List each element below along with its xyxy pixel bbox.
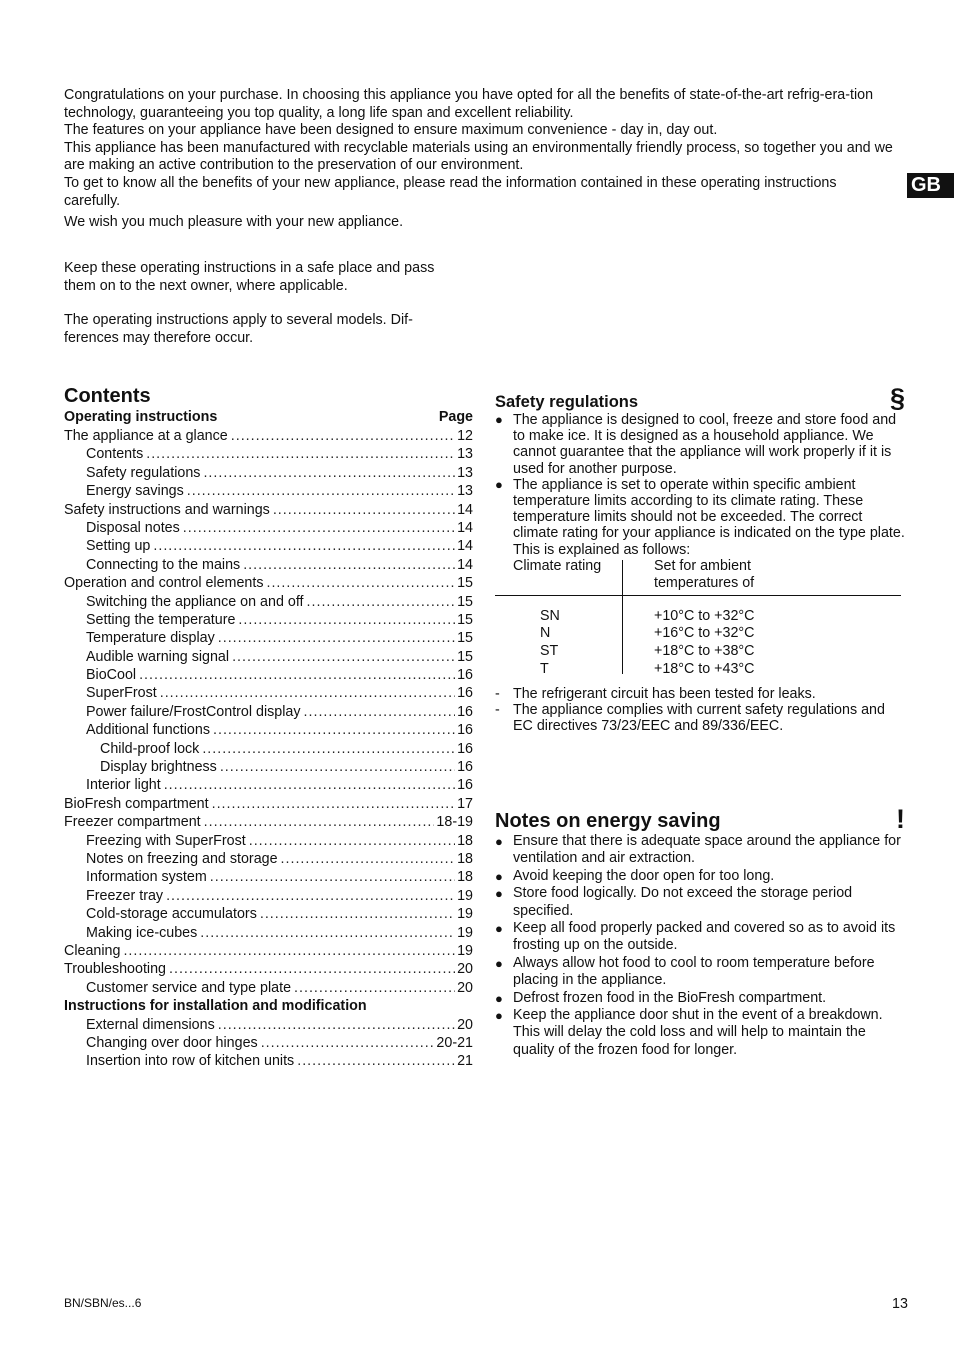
table-divider bbox=[495, 595, 901, 596]
energy-bullet: ● Ensure that there is adequate space around the appliance for ventilation and air extraction. bbox=[495, 833, 905, 868]
intro-wish: We wish you much pleasure with your new appliance. bbox=[64, 214, 404, 231]
toc-entry-page: 17 bbox=[457, 795, 473, 812]
toc-entry bbox=[64, 427, 473, 445]
toc-entry-label: Power failure/FrostControl display bbox=[86, 703, 301, 720]
toc-entry bbox=[64, 776, 473, 794]
toc-entry-page: 13 bbox=[457, 464, 473, 481]
toc-entry-label: BioCool bbox=[86, 667, 137, 684]
intro-text bbox=[64, 87, 894, 232]
toc-entry-label: Child-proof lock bbox=[100, 740, 200, 757]
toc-entry-page: 19 bbox=[457, 942, 473, 959]
toc-leader-dots bbox=[200, 924, 455, 942]
toc-entry-label: Display brightness bbox=[100, 759, 217, 776]
intro-line-3: This appliance has been manufactured with recyclable materials using an environmentally friendly process, so together you and we are making an active contribution to the preservation of our environment. bbox=[64, 139, 893, 174]
toc-entry bbox=[64, 887, 473, 905]
toc-entry bbox=[64, 979, 473, 997]
toc-entry-label: Troubleshooting bbox=[64, 961, 166, 978]
toc-entry-page: 16 bbox=[457, 722, 473, 739]
toc-section-label: Operating instructions bbox=[64, 409, 218, 425]
toc-entry-label: Safety regulations bbox=[86, 464, 201, 481]
models-note: The operating instructions apply to several models. Dif-ferences may therefore occur. bbox=[64, 312, 413, 346]
toc-entry bbox=[64, 574, 473, 592]
notes-block bbox=[64, 260, 444, 364]
toc-leader-dots bbox=[210, 868, 455, 886]
toc-entry-page: 15 bbox=[457, 630, 473, 647]
toc-leader-dots bbox=[166, 887, 455, 905]
climate-row bbox=[495, 608, 895, 626]
toc-entry-label: Additional functions bbox=[86, 722, 210, 739]
document-code: BN/SBN/es...6 bbox=[64, 1296, 142, 1310]
safety-note: - The appliance complies with current safety regulations and EC directives 73/23/EEC and 89/336/EEC. bbox=[495, 702, 905, 734]
intro-line-4: To get to know all the benefits of your new appliance, please read the information contained in these operating instructions carefully. bbox=[64, 174, 837, 209]
energy-bullet: ● Defrost frozen food in the BioFresh compartment. bbox=[495, 990, 905, 1007]
toc-header bbox=[64, 408, 473, 426]
toc-entry-page: 14 bbox=[457, 501, 473, 518]
toc-entry-label: Switching the appliance on and off bbox=[86, 593, 304, 610]
toc-entry-label: Notes on freezing and storage bbox=[86, 850, 278, 867]
toc-entry bbox=[64, 960, 473, 978]
toc-leader-dots bbox=[238, 611, 455, 629]
toc-entry bbox=[64, 905, 473, 923]
toc-entry-label: Operation and control elements bbox=[64, 575, 264, 592]
energy-section bbox=[495, 804, 905, 1059]
toc-entry bbox=[64, 942, 473, 960]
intro-line-1: Congratulations on your purchase. In choosing this appliance you have opted for all the benefits of state-of-the-art refrig-era-tion technology, guaranteeing you top quality, a long life span and excellent reliability. bbox=[64, 87, 874, 121]
toc-section2-label: Instructions for installation and modification bbox=[64, 998, 367, 1015]
paragraph-icon: § bbox=[889, 383, 905, 413]
toc-leader-dots bbox=[123, 942, 455, 960]
toc-entry-label: The appliance at a glance bbox=[64, 428, 228, 444]
toc-entry-page: 12 bbox=[457, 428, 473, 444]
toc-leader-dots bbox=[266, 574, 455, 592]
toc-entry-label: Temperature display bbox=[86, 630, 215, 647]
toc-entry-page: 16 bbox=[457, 740, 473, 757]
energy-heading bbox=[495, 804, 905, 834]
toc-entry-page: 19 bbox=[457, 906, 473, 923]
toc-entry-page: 14 bbox=[457, 556, 473, 573]
toc-entry-label: Connecting to the mains bbox=[86, 556, 241, 573]
toc-entry-page: 20 bbox=[457, 961, 473, 978]
toc-entry bbox=[64, 482, 473, 500]
toc-entry-label: Information system bbox=[86, 869, 207, 886]
climate-rows bbox=[495, 608, 895, 678]
toc-entry bbox=[64, 464, 473, 482]
toc-page-label: Page bbox=[438, 409, 473, 425]
safety-section bbox=[495, 383, 905, 735]
toc-entry bbox=[64, 740, 473, 758]
toc-entry-page: 19 bbox=[457, 924, 473, 941]
energy-title: Notes on energy saving bbox=[495, 810, 721, 832]
toc-entry-label: Setting up bbox=[86, 538, 151, 555]
toc-entry bbox=[64, 519, 473, 537]
toc-entry bbox=[64, 537, 473, 555]
toc-leader-dots bbox=[204, 813, 435, 831]
toc-entry bbox=[64, 721, 473, 739]
toc-entry bbox=[64, 445, 473, 463]
toc-leader-dots bbox=[281, 850, 456, 868]
climate-range: +10°C to +32°C bbox=[654, 607, 755, 624]
contents-section bbox=[64, 384, 473, 1071]
climate-rating: ST bbox=[540, 643, 559, 660]
toc-entry-label: Audible warning signal bbox=[86, 648, 230, 665]
language-tab: GB bbox=[907, 173, 954, 198]
toc-leader-dots bbox=[231, 427, 455, 445]
energy-bullet: ● Avoid keeping the door open for too long. bbox=[495, 868, 905, 885]
climate-rating: N bbox=[540, 625, 551, 642]
toc-entry bbox=[64, 501, 473, 519]
energy-bullets bbox=[495, 833, 905, 1059]
toc-entry-label: SuperFrost bbox=[86, 685, 157, 702]
toc-entry bbox=[64, 795, 473, 813]
toc-leader-dots bbox=[212, 795, 455, 813]
toc-entry-page: 15 bbox=[457, 611, 473, 628]
toc-entry-page: 21 bbox=[457, 1053, 473, 1070]
toc-list bbox=[64, 427, 473, 997]
toc-list-installation bbox=[64, 1016, 473, 1071]
exclamation-icon: ! bbox=[896, 804, 905, 834]
toc-entry-page: 15 bbox=[457, 648, 473, 665]
toc-entry-label: Freezer compartment bbox=[64, 814, 201, 831]
toc-entry-page: 14 bbox=[457, 538, 473, 555]
toc-leader-dots bbox=[220, 758, 455, 776]
toc-entry-page: 13 bbox=[457, 483, 473, 500]
energy-bullet: ● Keep the appliance door shut in the event of a breakdown. This will delay the cold loss and will help to maintain the quality of the frozen food for longer. bbox=[495, 1007, 905, 1059]
toc-entry-label: BioFresh compartment bbox=[64, 795, 209, 812]
toc-leader-dots bbox=[304, 703, 456, 721]
toc-entry-page: 16 bbox=[457, 777, 473, 794]
toc-entry-label: Safety instructions and warnings bbox=[64, 501, 270, 518]
climate-range: +16°C to +32°C bbox=[654, 625, 755, 642]
toc-entry-label: Freezer tray bbox=[86, 887, 164, 904]
toc-entry bbox=[64, 850, 473, 868]
toc-leader-dots bbox=[297, 1052, 455, 1070]
climate-rating: T bbox=[540, 660, 549, 677]
toc-entry bbox=[64, 703, 473, 721]
toc-entry bbox=[64, 813, 473, 831]
toc-entry-page: 20 bbox=[457, 1016, 473, 1033]
page-number: 13 bbox=[892, 1296, 908, 1312]
toc-entry-page: 18-19 bbox=[436, 814, 473, 831]
toc-entry bbox=[64, 1052, 473, 1070]
toc-entry-page: 14 bbox=[457, 519, 473, 536]
toc-leader-dots bbox=[232, 648, 455, 666]
climate-row bbox=[495, 625, 895, 643]
safety-bullet: ● The appliance is set to operate within specific ambient temperature limits according to its climate rating. These temperature limits should not be exceeded. The correct climate rating for your appliance is indicated on the type plate. This is explained as follows: bbox=[495, 477, 905, 558]
toc-entry bbox=[64, 611, 473, 629]
toc-entry-label: Interior light bbox=[86, 777, 161, 794]
toc-leader-dots bbox=[146, 445, 455, 463]
keep-note: Keep these operating instructions in a safe place and pass them on to the next owner, where applicable. bbox=[64, 260, 435, 294]
toc-entry-label: Freezing with SuperFrost bbox=[86, 832, 246, 849]
energy-bullet: ● Store food logically. Do not exceed the storage period specified. bbox=[495, 885, 905, 920]
safety-bullet: ● The appliance is designed to cool, freeze and store food and to make ice. It is designed as a household appliance. We cannot guarantee that the appliance will work properly if it is used for another purpose. bbox=[495, 412, 905, 477]
toc-leader-dots bbox=[294, 979, 455, 997]
toc-entry-label: External dimensions bbox=[86, 1016, 215, 1033]
toc-entry bbox=[64, 868, 473, 886]
climate-range: +18°C to +38°C bbox=[654, 643, 755, 660]
toc-entry-page: 13 bbox=[457, 446, 473, 463]
toc-leader-dots bbox=[218, 629, 455, 647]
toc-entry-page: 16 bbox=[457, 703, 473, 720]
toc-leader-dots bbox=[261, 1034, 435, 1052]
toc-entry-page: 18 bbox=[457, 832, 473, 849]
toc-entry-page: 16 bbox=[457, 685, 473, 702]
toc-entry-page: 15 bbox=[457, 575, 473, 592]
safety-title: Safety regulations bbox=[495, 393, 639, 411]
climate-rating: SN bbox=[540, 607, 560, 624]
safety-heading bbox=[495, 383, 905, 413]
toc-leader-dots bbox=[169, 960, 455, 978]
toc-entry bbox=[64, 648, 473, 666]
toc-entry-label: Cleaning bbox=[64, 942, 121, 959]
toc-leader-dots bbox=[164, 776, 455, 794]
toc-leader-dots bbox=[260, 905, 455, 923]
toc-entry bbox=[64, 832, 473, 850]
climate-row bbox=[495, 661, 895, 679]
toc-entry-page: 20 bbox=[457, 979, 473, 996]
toc-entry-label: Customer service and type plate bbox=[86, 979, 292, 996]
safety-bullets bbox=[495, 412, 905, 558]
toc-leader-dots bbox=[218, 1016, 455, 1034]
energy-bullet: ● Always allow hot food to cool to room temperature before placing in the appliance. bbox=[495, 955, 905, 990]
toc-leader-dots bbox=[202, 740, 455, 758]
climate-header-temps: Set for ambient temperatures of bbox=[654, 557, 755, 592]
toc-leader-dots bbox=[273, 501, 455, 519]
intro-line-2: The features on your appliance have been designed to ensure maximum convenience - day in, day out. bbox=[64, 122, 718, 139]
toc-entry bbox=[64, 1016, 473, 1034]
toc-leader-dots bbox=[213, 721, 455, 739]
toc-leader-dots bbox=[183, 519, 455, 537]
energy-bullet: ● Keep all food properly packed and covered so as to avoid its frosting up on the outside. bbox=[495, 920, 905, 955]
toc-leader-dots bbox=[153, 537, 455, 555]
toc-entry-page: 16 bbox=[457, 667, 473, 684]
toc-entry-label: Contents bbox=[86, 446, 144, 463]
safety-notes bbox=[495, 686, 905, 735]
toc-entry-label: Changing over door hinges bbox=[86, 1034, 258, 1051]
toc-entry-page: 20-21 bbox=[436, 1034, 473, 1051]
toc-entry bbox=[64, 924, 473, 942]
toc-entry-label: Cold-storage accumulators bbox=[86, 906, 257, 923]
climate-range: +18°C to +43°C bbox=[654, 660, 755, 677]
toc-leader-dots bbox=[187, 482, 455, 500]
toc-entry bbox=[64, 593, 473, 611]
toc-entry bbox=[64, 666, 473, 684]
toc-entry-page: 16 bbox=[457, 759, 473, 776]
contents-title: Contents bbox=[64, 385, 151, 407]
toc-leader-dots bbox=[203, 464, 455, 482]
toc-entry bbox=[64, 684, 473, 702]
toc-leader-dots bbox=[243, 556, 455, 574]
climate-header-rating: Climate rating bbox=[513, 557, 602, 574]
toc-leader-dots bbox=[307, 593, 456, 611]
toc-entry-label: Energy savings bbox=[86, 483, 184, 500]
toc-entry-page: 18 bbox=[457, 869, 473, 886]
climate-row bbox=[495, 643, 895, 661]
toc-entry-page: 19 bbox=[457, 887, 473, 904]
climate-table bbox=[495, 558, 905, 678]
toc-entry bbox=[64, 556, 473, 574]
toc-entry-page: 18 bbox=[457, 850, 473, 867]
safety-note: - The refrigerant circuit has been tested for leaks. bbox=[495, 686, 905, 702]
toc-leader-dots bbox=[249, 832, 455, 850]
toc-entry bbox=[64, 1034, 473, 1052]
toc-entry bbox=[64, 758, 473, 776]
toc-leader-dots bbox=[139, 666, 455, 684]
toc-entry-label: Disposal notes bbox=[86, 519, 180, 536]
toc-entry-label: Making ice-cubes bbox=[86, 924, 198, 941]
toc-leader-dots bbox=[160, 684, 455, 702]
toc-entry-label: Setting the temperature bbox=[86, 611, 236, 628]
toc-entry-page: 15 bbox=[457, 593, 473, 610]
toc-entry bbox=[64, 629, 473, 647]
toc-entry-label: Insertion into row of kitchen units bbox=[86, 1053, 295, 1070]
